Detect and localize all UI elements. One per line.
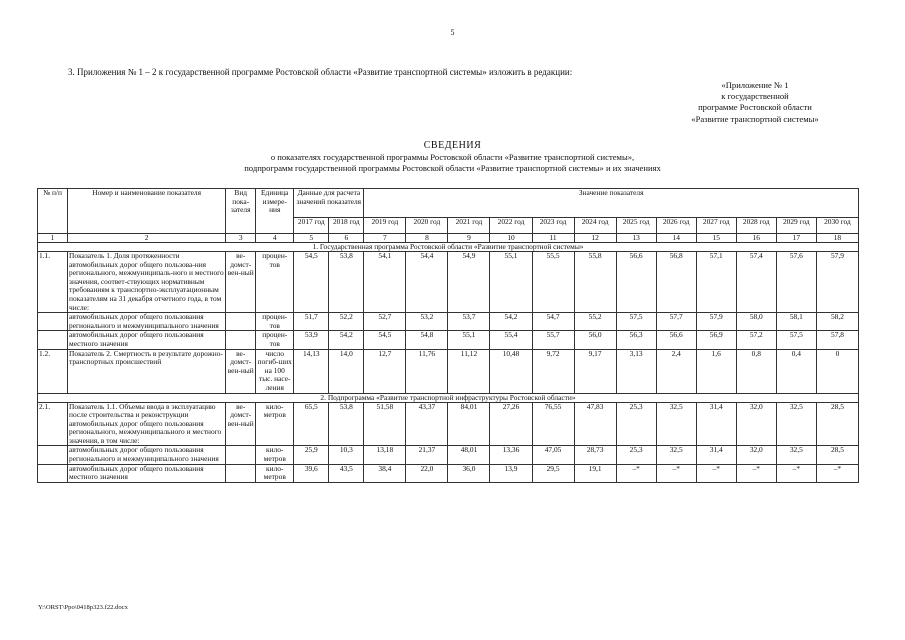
header-num: № п/п [38,189,68,234]
indicator-name: Показатель 2. Смертность в результате дорожно-транспортных происшествий [68,349,226,393]
indicator-type: ве-домст-вен-ный [226,402,256,446]
value-cell: 9,17 [574,349,616,393]
value-cell: 13,36 [490,446,532,464]
value-cell: 84,01 [448,402,490,446]
value-cell: 54,2 [329,331,364,349]
unit-of-measure: процен-тов [256,331,294,349]
header-row [38,189,859,218]
value-cell: 53,8 [329,402,364,446]
column-number: 5 [294,234,329,243]
year-header: 2021 год [448,218,490,234]
value-cell: 58,0 [736,313,776,331]
value-cell: 31,4 [696,402,736,446]
value-cell: 31,4 [696,446,736,464]
row-number: 1.2. [38,349,68,393]
value-cell: 43,5 [329,464,364,482]
value-cell: 54,4 [406,252,448,313]
value-cell: 11,76 [406,349,448,393]
year-header: 2017 год [294,218,329,234]
indicator-name: Показатель 1.1. Объемы ввода в эксплуатацию после строительства и реконструкции автомобильных дорог общего пользования регионального, межмуниципального и местного значения, в том числе: [68,402,226,446]
table-row [38,252,859,313]
section-row [38,393,859,402]
value-cell: 21,37 [406,446,448,464]
value-cell: 51,58 [364,402,406,446]
section-title: 2. Подпрограмма «Развитие транспортной инфраструктуры Ростовской области» [38,393,859,402]
indicator-name: автомобильных дорог общего пользования регионального и межмуниципального значения [68,313,226,331]
value-cell: –* [696,464,736,482]
appendix-line-3: программе Ростовской области [698,102,812,113]
value-cell: 57,9 [816,252,858,313]
table-row [38,313,859,331]
value-cell: 56,8 [656,252,696,313]
column-number: 11 [532,234,574,243]
header-base: Данные для расчета значений показателя [294,189,364,218]
value-cell: 53,2 [406,313,448,331]
unit-of-measure: число погиб-ших на 100 тыс. насе-ления [257,348,292,392]
value-cell: 22,0 [406,464,448,482]
indicator-name: автомобильных дорог общего пользования местного значения [68,464,226,482]
value-cell: 54,7 [532,313,574,331]
value-cell: 57,7 [656,313,696,331]
value-cell: 55,5 [532,252,574,313]
year-header: 2019 год [364,218,406,234]
table-row [38,349,859,393]
header-type: Вид пока-зателя [226,189,256,234]
column-number: 9 [448,234,490,243]
row-number [38,331,68,349]
value-cell: 38,4 [364,464,406,482]
unit-of-measure: кило-метров [256,446,294,464]
header-unit: Единица измере-ния [256,189,294,234]
subtitle-line-1: о показателях государственной программы Ростовской области «Развитие транспортной системы», [270,152,635,162]
value-cell: 9,72 [532,349,574,393]
unit-of-measure: процен-тов [256,252,294,313]
column-number: 15 [696,234,736,243]
year-header: 2030 год [816,218,858,234]
value-cell: 32,5 [656,446,696,464]
column-number: 7 [364,234,406,243]
indicator-name: автомобильных дорог общего пользования регионального и межмуниципального значения [68,446,226,464]
file-path-footer: Y:\ORST\Ppo\0418p323.f22.docx [38,604,128,611]
row-number: 2.1. [38,402,68,446]
value-cell: 57,5 [616,313,656,331]
table-body [38,243,859,483]
unit-of-measure: процен-тов [256,313,294,331]
value-cell: 57,1 [696,252,736,313]
value-cell: –* [816,464,858,482]
value-cell: 25,9 [294,446,329,464]
value-cell: 32,5 [776,402,816,446]
value-cell: 56,0 [574,331,616,349]
column-number: 13 [616,234,656,243]
year-header: 2028 год [736,218,776,234]
value-cell: 54,9 [448,252,490,313]
value-cell: 32,5 [776,446,816,464]
value-cell: 55,1 [490,252,532,313]
column-number: 1 [38,234,68,243]
value-cell: 55,4 [490,331,532,349]
value-cell: 25,3 [616,402,656,446]
document-title: СВЕДЕНИЯ [423,140,482,151]
value-cell: 28,5 [816,446,858,464]
indicator-name: автомобильных дорог общего пользования местного значения [68,331,226,349]
year-header: 2027 год [696,218,736,234]
year-header: 2026 год [656,218,696,234]
value-cell: 25,3 [616,446,656,464]
value-cell: 58,2 [816,313,858,331]
year-header: 2022 год [490,218,532,234]
indicator-type: ве-домст-вен-ный [226,349,256,393]
value-cell: 51,7 [294,313,329,331]
column-number: 6 [329,234,364,243]
table-row [38,446,859,464]
value-cell: 57,2 [736,331,776,349]
value-cell: 57,6 [776,252,816,313]
value-cell: 48,01 [448,446,490,464]
year-header: 2023 год [532,218,574,234]
value-cell: 47,05 [532,446,574,464]
value-cell: 32,5 [656,402,696,446]
value-cell: 76,55 [532,402,574,446]
value-cell: 54,5 [364,331,406,349]
year-header: 2018 год [329,218,364,234]
value-cell: –* [776,464,816,482]
unit-of-measure: кило-метров [256,402,294,446]
value-cell: 53,7 [448,313,490,331]
value-cell: –* [616,464,656,482]
value-cell: 39,6 [294,464,329,482]
value-cell: 43,37 [406,402,448,446]
header-values: Значение показателя [364,189,859,218]
value-cell: 28,5 [816,402,858,446]
table-row [38,464,859,482]
column-number: 17 [776,234,816,243]
value-cell: 56,9 [696,331,736,349]
row-number [38,446,68,464]
value-cell: 54,8 [406,331,448,349]
column-number: 10 [490,234,532,243]
column-number: 14 [656,234,696,243]
value-cell: 28,73 [574,446,616,464]
value-cell: 1,6 [696,349,736,393]
value-cell: 27,26 [490,402,532,446]
value-cell: 13,9 [490,464,532,482]
value-cell: 11,12 [448,349,490,393]
value-cell: 57,9 [696,313,736,331]
indicator-type: ве-домст-вен-ный [226,252,256,313]
row-number [38,313,68,331]
appendix-line-1: «Приложение № 1 [721,80,789,90]
value-cell: 54,2 [490,313,532,331]
row-number [38,464,68,482]
year-header: 2025 год [616,218,656,234]
indicators-table [37,188,859,483]
value-cell: 19,1 [574,464,616,482]
indicator-name: Показатель 1. Доля протяженности автомобильных дорог общего пользова-ния регионального, межмуниципаль-ного и местного значения, соответ-ствующих нормативным требованиям к транспортно-эксплуатационным показателям на 31 декабря отчетного года, в том числе: [69,251,224,312]
value-cell: 52,2 [329,313,364,331]
value-cell: 52,7 [364,313,406,331]
value-cell: 0,8 [736,349,776,393]
table-row [38,402,859,446]
value-cell: 55,1 [448,331,490,349]
value-cell: 14,0 [329,349,364,393]
value-cell: 2,4 [656,349,696,393]
section-title: 1. Государственная программа Ростовской области «Развитие транспортной системы» [38,243,859,252]
value-cell: 57,4 [736,252,776,313]
value-cell: 56,6 [656,331,696,349]
value-cell: 56,3 [616,331,656,349]
table-row [38,331,859,349]
year-header: 2020 год [406,218,448,234]
column-number: 16 [736,234,776,243]
value-cell: 53,9 [294,331,329,349]
column-number: 2 [68,234,226,243]
unit-of-measure: кило-метров [256,464,294,482]
subtitle-line-2: подпрограмм государственной программы Ростовской области «Развитие транспортной системы» и их значениях [244,163,661,173]
value-cell: 55,7 [532,331,574,349]
appendix-header [655,80,855,125]
value-cell: 10,48 [490,349,532,393]
value-cell: 47,83 [574,402,616,446]
intro-text: 3. Приложения № 1 – 2 к государственной программе Ростовской области «Развитие транспортной системы» изложить в редакции: [68,67,573,77]
value-cell: 58,1 [776,313,816,331]
value-cell: 0 [816,349,858,393]
column-number: 8 [406,234,448,243]
value-cell: 57,5 [776,331,816,349]
year-header: 2024 год [574,218,616,234]
value-cell: 55,2 [574,313,616,331]
value-cell: 0,4 [776,349,816,393]
year-header: 2029 год [776,218,816,234]
value-cell: 13,18 [364,446,406,464]
page-number: 5 [450,28,455,37]
value-cell: 12,7 [364,349,406,393]
value-cell: –* [736,464,776,482]
column-number: 18 [816,234,858,243]
header-name: Номер и наименование показателя [68,189,226,234]
column-number: 12 [574,234,616,243]
appendix-line-4: «Развитие транспортной системы» [691,113,819,124]
value-cell: 54,1 [364,252,406,313]
value-cell: 3,13 [616,349,656,393]
indicator-type [226,331,256,349]
value-cell: 53,8 [329,252,364,313]
document-subtitle [0,152,905,174]
value-cell: 65,5 [294,402,329,446]
column-number: 4 [256,234,294,243]
appendix-line-2: к государственной [721,91,789,102]
indicator-type [226,313,256,331]
value-cell: 32,0 [736,446,776,464]
value-cell: 10,3 [329,446,364,464]
value-cell: 36,0 [448,464,490,482]
value-cell: –* [656,464,696,482]
value-cell: 14,13 [294,349,329,393]
value-cell: 29,5 [532,464,574,482]
value-cell: 57,8 [816,331,858,349]
indicator-type [226,446,256,464]
indicator-type [226,464,256,482]
value-cell: 56,6 [616,252,656,313]
row-number: 1.1. [38,252,68,313]
column-number: 3 [226,234,256,243]
value-cell: 55,8 [574,252,616,313]
value-cell: 54,5 [294,252,329,313]
value-cell: 32,0 [736,402,776,446]
